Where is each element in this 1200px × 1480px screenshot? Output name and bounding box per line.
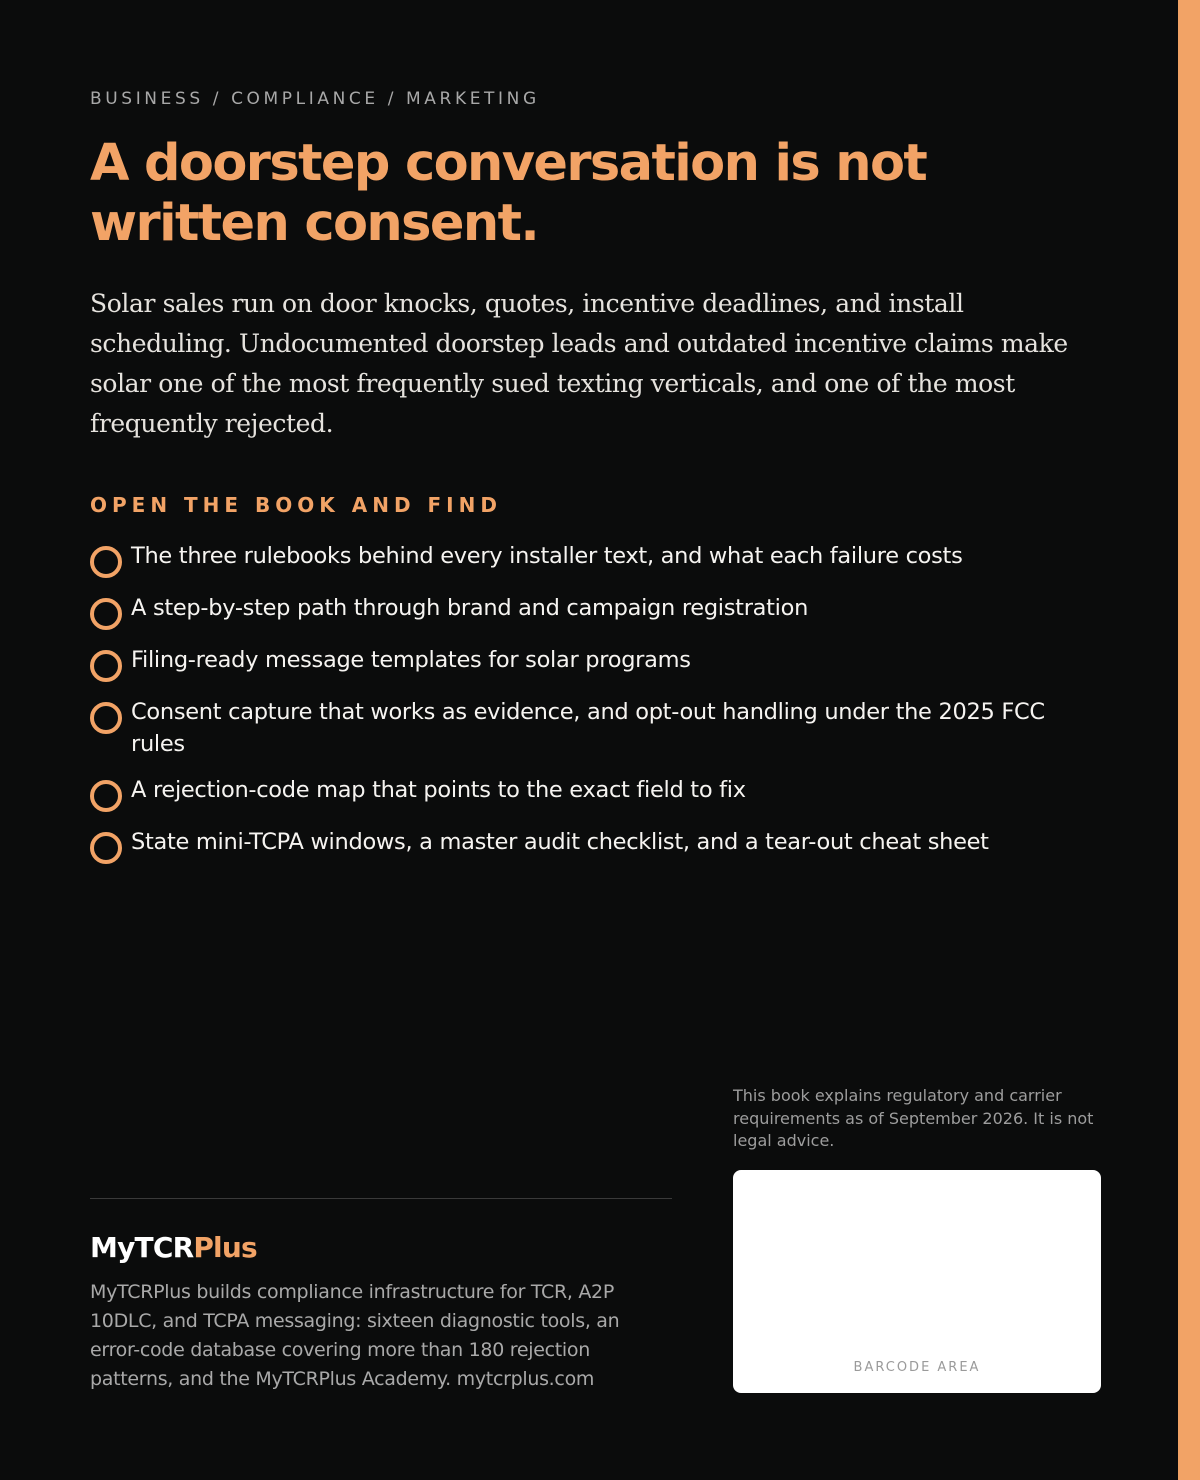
feature-text: State mini-TCPA windows, a master audit checklist, and a tear-out cheat sheet — [131, 829, 989, 855]
ring-bullet-icon — [90, 832, 122, 864]
list-item — [90, 540, 1102, 578]
list-item — [90, 696, 1102, 760]
ring-bullet-icon — [90, 598, 122, 630]
feature-text: Consent capture that works as evidence, and opt-out handling under the 2025 FCC rules — [131, 699, 1045, 757]
feature-text: The three rulebooks behind every installer text, and what each failure costs — [131, 543, 963, 569]
feature-text: A step-by-step path through brand and campaign registration — [131, 595, 809, 621]
footer-divider — [90, 1198, 672, 1199]
cover-headline: A doorstep conversation is not written consent. — [90, 134, 927, 253]
list-item — [90, 592, 1102, 630]
legal-disclaimer: This book explains regulatory and carrier requirements as of September 2026. It is not legal advice. — [733, 1086, 1094, 1150]
ring-bullet-icon — [90, 546, 122, 578]
spine-accent-bar — [1178, 0, 1200, 1480]
feature-text: A rejection-code map that points to the exact field to fix — [131, 777, 746, 803]
publisher-about: MyTCRPlus builds compliance infrastructure for TCR, A2P 10DLC, and TCPA messaging: sixteen diagnostic tools, an error-code database covering more than 180 rejection patterns, and the MyTCRPlus Academy. mytcrplus.com — [90, 1281, 620, 1390]
brand-logo — [90, 1228, 257, 1268]
category-breadcrumb: BUSINESS / COMPLIANCE / MARKETING — [90, 89, 540, 109]
back-cover-content — [90, 86, 1102, 878]
feature-list — [90, 540, 1102, 864]
intro-paragraph: Solar sales run on door knocks, quotes, incentive deadlines, and install scheduling. Undocumented doorstep leads and outdated incentive claims make solar one of the most frequently sued texting verticals, and one of the most frequently rejected. — [90, 289, 1068, 438]
ring-bullet-icon — [90, 650, 122, 682]
barcode-area — [733, 1170, 1101, 1393]
brand-name-accent: Plus — [193, 1231, 257, 1264]
barcode-label: BARCODE AREA — [853, 1360, 981, 1375]
feature-text: Filing-ready message templates for solar programs — [131, 647, 691, 673]
list-item — [90, 644, 1102, 682]
ring-bullet-icon — [90, 702, 122, 734]
section-heading: OPEN THE BOOK AND FIND — [90, 493, 502, 517]
list-item — [90, 774, 1102, 812]
ring-bullet-icon — [90, 780, 122, 812]
brand-name-primary: MyTCR — [90, 1231, 194, 1264]
list-item — [90, 826, 1102, 864]
